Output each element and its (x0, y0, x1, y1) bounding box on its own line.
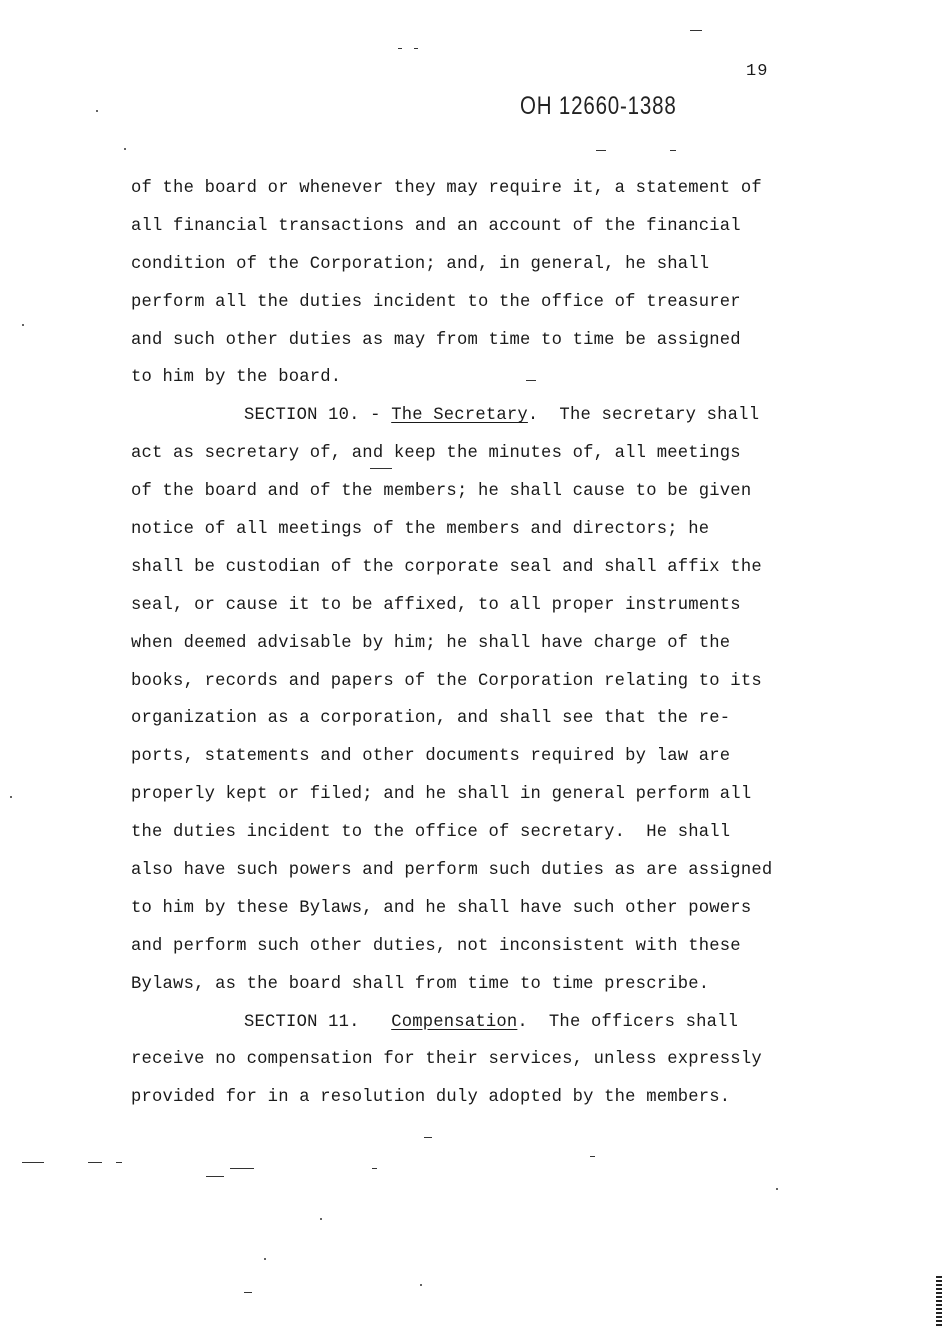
paragraph-line: seal, or cause it to be affixed, to all proper instruments (131, 595, 741, 615)
section-11-heading-line (131, 1004, 841, 1042)
scan-speck (414, 48, 418, 49)
scan-speck (88, 1162, 102, 1163)
paragraph-line: notice of all meetings of the members and directors; he (131, 520, 710, 540)
scan-speck (372, 1168, 377, 1169)
scan-speck (526, 380, 536, 381)
document-body (131, 170, 841, 1117)
scan-speck (424, 1137, 432, 1138)
paragraph-line: organization as a corporation, and shall see that the re- (131, 709, 731, 729)
section-11-separator (360, 1013, 392, 1032)
scan-speck (206, 1176, 224, 1177)
section-11-number: SECTION 11. (244, 1012, 360, 1032)
section-11-first-line: . The officers shall (517, 1012, 739, 1032)
paragraph-line: and perform such other duties, not inconsistent with these (131, 936, 741, 956)
scan-speck (22, 1162, 44, 1163)
paragraph-line: when deemed advisable by him; he shall have charge of the (131, 633, 731, 653)
paragraph-line: act as secretary of, and keep the minutes of, all meetings (131, 444, 741, 464)
section-11-title: Compensation (391, 1012, 518, 1032)
scan-dot (10, 796, 12, 798)
scan-dot (420, 1284, 422, 1286)
scan-speck (230, 1168, 254, 1169)
paragraph-line: also have such powers and perform such duties as are assigned (131, 861, 773, 881)
section-10-first-line: . The secretary shall (527, 406, 760, 426)
scan-dot (320, 1218, 322, 1220)
paragraph-line: provided for in a resolution duly adopted by the members. (131, 1088, 731, 1108)
scan-speck (116, 1162, 122, 1163)
paragraph-line: to him by the board. (131, 368, 342, 388)
scan-speck (370, 468, 392, 469)
section-10-title: The Secretary (391, 406, 528, 426)
paragraph-line: the duties incident to the office of secretary. He shall (131, 823, 731, 843)
section-10-number: SECTION 10. (244, 406, 360, 426)
scan-speck (670, 150, 676, 151)
scan-speck (398, 48, 402, 49)
paragraph-line: receive no compensation for their services, unless expressly (131, 1050, 762, 1070)
section-10-separator: - (359, 406, 392, 426)
paragraph-line: and such other duties as may from time to time be assigned (131, 330, 741, 350)
scan-speck (690, 30, 702, 31)
scan-speck (596, 150, 606, 151)
scan-dot (264, 1258, 266, 1260)
paragraph-line: of the board or whenever they may require it, a statement of (131, 179, 762, 198)
scan-dot (776, 1188, 778, 1190)
paragraph-line: properly kept or filed; and he shall in general perform all (131, 785, 752, 805)
document-id: OH 12660-1388 (520, 92, 677, 120)
paragraph-line: to him by these Bylaws, and he shall have such other powers (131, 898, 752, 918)
paragraph-line: ports, statements and other documents required by law are (131, 747, 731, 767)
paragraph-line: shall be custodian of the corporate seal and shall affix the (131, 557, 762, 577)
section-10-heading-line (131, 397, 841, 435)
scan-dot (124, 148, 126, 150)
scan-edge-mark (936, 1276, 942, 1328)
paragraph-line: books, records and papers of the Corporation relating to its (131, 671, 762, 691)
paragraph-line: Bylaws, as the board shall from time to time prescribe. (131, 974, 710, 994)
scan-speck (590, 1156, 595, 1157)
scan-dot (96, 110, 98, 112)
paragraph-line: of the board and of the members; he shall cause to be given (131, 482, 752, 502)
page-number: 19 (746, 62, 769, 81)
scan-dot (22, 324, 24, 326)
scan-speck (244, 1292, 252, 1293)
paragraph-line: condition of the Corporation; and, in general, he shall (131, 254, 710, 274)
paragraph-line: perform all the duties incident to the office of treasurer (131, 292, 741, 312)
paragraph-line: all financial transactions and an account of the financial (131, 216, 741, 236)
